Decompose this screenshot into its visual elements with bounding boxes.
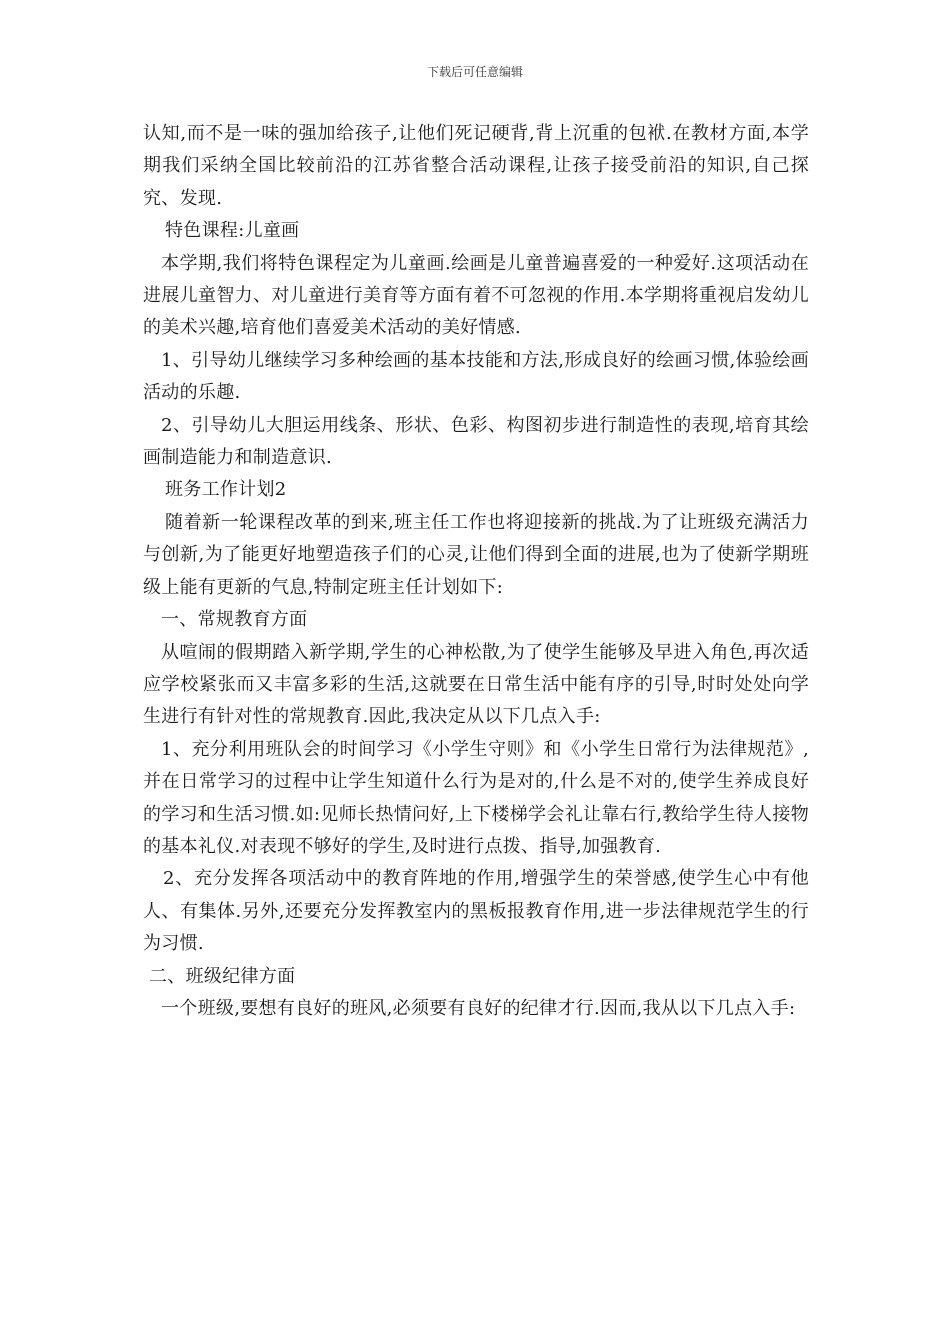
list-item-routine-1: 1、充分利用班队会的时间学习《小学生守则》和《小学生日常行为法律规范》,并在日常学习的过程中让学生知道什么行为是对的,什么是不对的,使学生养成良好的学习和生活习惯.如:见师长热情问好,上下楼梯学会礼让靠右行,教给学生待人接物的基本礼仪.对表现不够好的学生,及时进行点拨、指导,加强教育. (143, 738, 809, 857)
heading-class-discipline: 二、班级纪律方面 (149, 965, 296, 987)
heading-class-plan-2: 班务工作计划2 (165, 479, 287, 501)
paragraph-class-discipline: 一个班级,要想有良好的班风,必须要有良好的纪律才行.因而,我从以下几点入手: (161, 997, 796, 1019)
heading-routine-education: 一、常规教育方面 (161, 609, 308, 631)
list-item-drawing-1: 1、引导幼儿继续学习多种绘画的基本技能和方法,形成良好的绘画习惯,体验绘画活动的乐趣. (143, 349, 809, 404)
paragraph-continuation: 认知,而不是一味的强加给孩子,让他们死记硬背,背上沉重的包袱.在教材方面,本学期我们采纳全国比较前沿的江苏省整合活动课程,让孩子接受前沿的知识,自己探究、发现. (143, 123, 809, 209)
paragraph-class-plan-intro: 随着新一轮课程改革的到来,班主任工作也将迎接新的挑战.为了让班级充满活力与创新,为了能更好地塑造孩子们的心灵,让他们得到全面的进展,也为了使新学期班级上能有更新的气息,特制定班主任计划如下: (143, 511, 809, 598)
paragraph-routine-education: 从喧闹的假期踏入新学期,学生的心神松散,为了使学生能够及早进入角色,再次适应学校紧张而又丰富多彩的生活,这就要在日常生活中能有序的引导,时时处处向学生进行有针对性的常规教育.因此,我决定从以下几点入手: (143, 641, 809, 728)
document-body (143, 118, 809, 1025)
heading-special-course: 特色课程:儿童画 (165, 220, 300, 242)
paragraph-special-course: 本学期,我们将特色课程定为儿童画.绘画是儿童普遍喜爱的一种爱好.这项活动在进展儿童智力、对儿童进行美育等方面有着不可忽视的作用.本学期将重视启发幼儿的美术兴趣,培育他们喜爱美术活动的美好情感. (143, 252, 809, 339)
list-item-routine-2: 2、充分发挥各项活动中的教育阵地的作用,增强学生的荣誉感,使学生心中有他人、有集体.另外,还要充分发挥教室内的黑板报教育作用,进一步法律规范学生的行为习惯. (143, 868, 809, 955)
list-item-drawing-2: 2、引导幼儿大胆运用线条、形状、色彩、构图初步进行制造性的表现,培育其绘画制造能力和制造意识. (143, 414, 809, 469)
page-header-note: 下载后可任意编辑 (426, 65, 523, 79)
